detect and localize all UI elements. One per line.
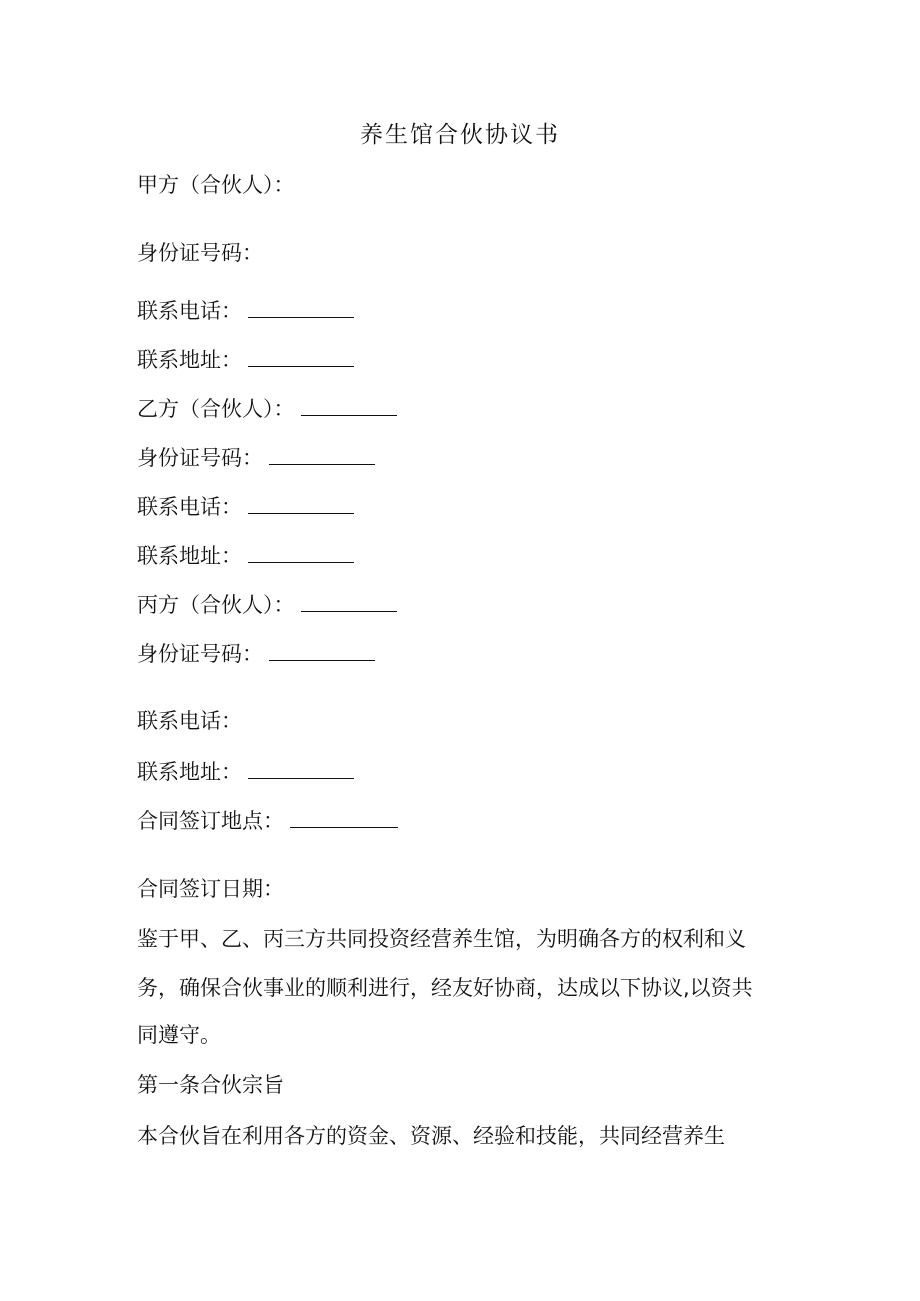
party-a-label-text: 甲方（合伙人）：	[137, 173, 295, 197]
party-c-blank	[301, 589, 397, 612]
party-b-id-blank	[269, 442, 375, 465]
party-c-id	[137, 638, 375, 669]
preamble-line-3: 同遵守。	[137, 1023, 221, 1047]
sign-date-label: 合同签订日期：	[137, 877, 284, 901]
party-c-phone	[137, 706, 242, 736]
party-b-phone	[137, 491, 354, 522]
document-title: 养生馆合伙协议书	[360, 122, 560, 148]
article-1-text: 本合伙旨在利用各方的资金、资源、经验和技能，共同经营养生	[137, 1124, 725, 1148]
party-a-address	[137, 344, 354, 375]
party-c-address-label: 联系地址：	[137, 760, 242, 784]
party-b-address-label: 联系地址：	[137, 544, 242, 568]
party-b-address	[137, 540, 354, 571]
party-a-phone	[137, 295, 354, 326]
party-c-id-label: 身份证号码：	[137, 642, 263, 666]
sign-place-blank	[290, 805, 398, 828]
party-c-address-blank	[248, 756, 354, 779]
party-a-id	[137, 238, 263, 268]
party-b-phone-label: 联系电话：	[137, 495, 242, 519]
party-c-id-blank	[269, 638, 375, 661]
party-b-phone-blank	[248, 491, 354, 514]
party-c-phone-label: 联系电话：	[137, 709, 242, 733]
sign-place	[137, 805, 398, 836]
party-a-address-label: 联系地址：	[137, 348, 242, 372]
sign-date	[137, 874, 284, 904]
party-b-address-blank	[248, 540, 354, 563]
party-b-blank	[301, 393, 397, 416]
party-a-id-label: 身份证号码：	[137, 241, 263, 265]
party-b-id	[137, 442, 375, 473]
party-c-address	[137, 756, 354, 787]
party-a-address-blank	[248, 344, 354, 367]
party-b-label	[137, 393, 397, 424]
party-a-label	[137, 170, 295, 200]
preamble-line-1: 鉴于甲、乙、丙三方共同投资经营养生馆，为明确各方的权利和义	[137, 927, 746, 951]
article-1-heading: 第一条合伙宗旨	[137, 1073, 284, 1097]
party-c-label-text: 丙方（合伙人）：	[137, 593, 295, 617]
sign-place-label: 合同签订地点：	[137, 809, 284, 833]
party-b-label-text: 乙方（合伙人）：	[137, 397, 295, 421]
party-a-phone-blank	[248, 295, 354, 318]
party-c-label	[137, 589, 397, 620]
preamble-line-2: 务，确保合伙事业的顺利进行，经友好协商，达成以下协议,以资共	[137, 976, 753, 1000]
party-b-id-label: 身份证号码：	[137, 446, 263, 470]
party-a-phone-label: 联系电话：	[137, 299, 242, 323]
